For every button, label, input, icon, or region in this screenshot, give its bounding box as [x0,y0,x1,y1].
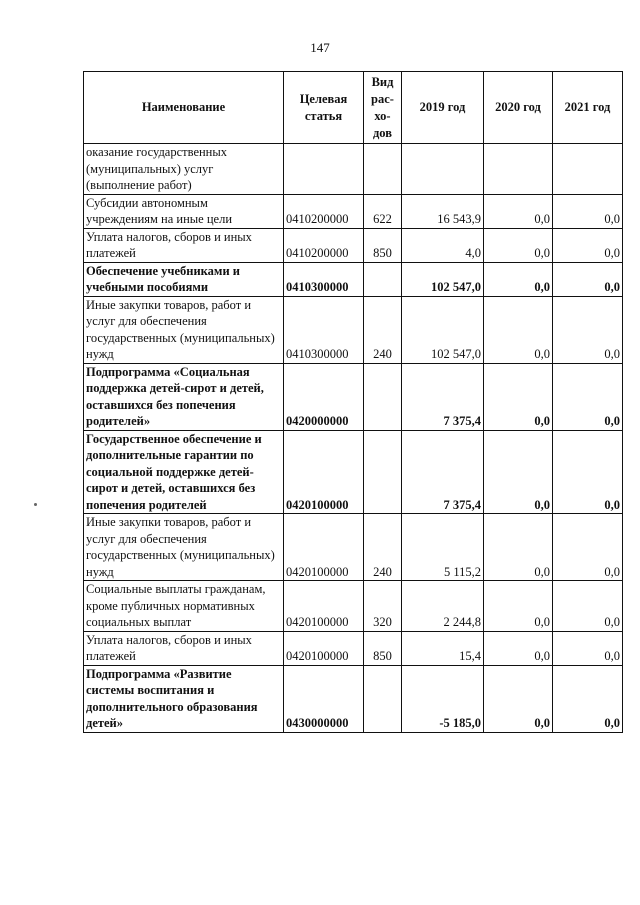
table-header [84,72,623,144]
header-target-article: Целевая статья [284,72,364,144]
cell-name: оказание государственных (муниципальных) услуг (выполнение работ) [84,144,284,195]
cell-year-2020: 0,0 [484,228,553,262]
cell-target-article: 0430000000 [284,665,364,732]
cell-expense-type [364,430,402,514]
cell-target-article: 0420100000 [284,514,364,581]
cell-name: Иные закупки товаров, работ и услуг для обеспечения государственных (муниципальных) нужд [84,514,284,581]
cell-year-2020: 0,0 [484,194,553,228]
cell-year-2019: 16 543,9 [402,194,484,228]
cell-target-article: 0410200000 [284,228,364,262]
cell-name: Иные закупки товаров, работ и услуг для обеспечения государственных (муниципальных) нужд [84,296,284,363]
cell-expense-type: 240 [364,514,402,581]
page-number: 147 [310,40,330,55]
cell-year-2021: 0,0 [553,665,623,732]
cell-year-2019: 7 375,4 [402,430,484,514]
cell-year-2019: 4,0 [402,228,484,262]
cell-name: Социальные выплаты гражданам, кроме публичных нормативных социальных выплат [84,581,284,632]
cell-year-2021: 0,0 [553,296,623,363]
table-row [84,262,623,296]
cell-year-2019: 7 375,4 [402,363,484,430]
cell-year-2021: 0,0 [553,194,623,228]
cell-expense-type: 622 [364,194,402,228]
header-year-2019: 2019 год [402,72,484,144]
table-row [84,194,623,228]
cell-target-article: 0410300000 [284,262,364,296]
cell-target-article: 0420100000 [284,430,364,514]
cell-year-2019: -5 185,0 [402,665,484,732]
cell-expense-type: 240 [364,296,402,363]
cell-year-2019 [402,144,484,195]
table-row [84,665,623,732]
cell-expense-type: 850 [364,228,402,262]
cell-year-2020: 0,0 [484,296,553,363]
cell-name: Подпрограмма «Социальная поддержка детей-сирот и детей, оставшихся без попечения родителей» [84,363,284,430]
cell-year-2020: 0,0 [484,430,553,514]
cell-expense-type [364,665,402,732]
cell-name: Субсидии автономным учреждениям на иные цели [84,194,284,228]
cell-expense-type [364,262,402,296]
header-expense-type: Вид рас-хо-дов [364,72,402,144]
cell-year-2020: 0,0 [484,363,553,430]
cell-year-2020: 0,0 [484,665,553,732]
cell-expense-type: 320 [364,581,402,632]
scan-speck [34,503,37,506]
cell-year-2021: 0,0 [553,514,623,581]
table-row [84,296,623,363]
table-body [84,144,623,733]
cell-year-2021: 0,0 [553,363,623,430]
table-row [84,228,623,262]
cell-expense-type [364,144,402,195]
table-row [84,430,623,514]
cell-year-2019: 15,4 [402,631,484,665]
table-row [84,144,623,195]
header-name: Наименование [84,72,284,144]
cell-target-article: 0410200000 [284,194,364,228]
cell-year-2021: 0,0 [553,430,623,514]
cell-expense-type: 850 [364,631,402,665]
cell-year-2020: 0,0 [484,262,553,296]
header-year-2020: 2020 год [484,72,553,144]
cell-target-article: 0420100000 [284,581,364,632]
cell-expense-type [364,363,402,430]
cell-year-2021 [553,144,623,195]
cell-year-2019: 5 115,2 [402,514,484,581]
cell-year-2020: 0,0 [484,581,553,632]
cell-target-article: 0420000000 [284,363,364,430]
cell-year-2019: 102 547,0 [402,262,484,296]
cell-target-article: 0420100000 [284,631,364,665]
cell-name: Уплата налогов, сборов и иных платежей [84,228,284,262]
budget-table [83,71,623,733]
cell-target-article: 0410300000 [284,296,364,363]
cell-year-2021: 0,0 [553,631,623,665]
cell-year-2019: 102 547,0 [402,296,484,363]
cell-name: Уплата налогов, сборов и иных платежей [84,631,284,665]
table-row [84,363,623,430]
table-row [84,514,623,581]
cell-year-2020: 0,0 [484,631,553,665]
cell-year-2021: 0,0 [553,581,623,632]
cell-name: Обеспечение учебниками и учебными пособиями [84,262,284,296]
cell-year-2020: 0,0 [484,514,553,581]
cell-year-2021: 0,0 [553,262,623,296]
cell-target-article [284,144,364,195]
cell-name: Подпрограмма «Развитие системы воспитания и дополнительного образования детей» [84,665,284,732]
header-year-2021: 2021 год [553,72,623,144]
cell-name: Государственное обеспечение и дополнительные гарантии по социальной поддержке детей-сирот и детей, оставшихся без попечения родителей [84,430,284,514]
table-row [84,581,623,632]
header-row [84,72,623,144]
cell-year-2019: 2 244,8 [402,581,484,632]
cell-year-2021: 0,0 [553,228,623,262]
cell-year-2020 [484,144,553,195]
table-row [84,631,623,665]
